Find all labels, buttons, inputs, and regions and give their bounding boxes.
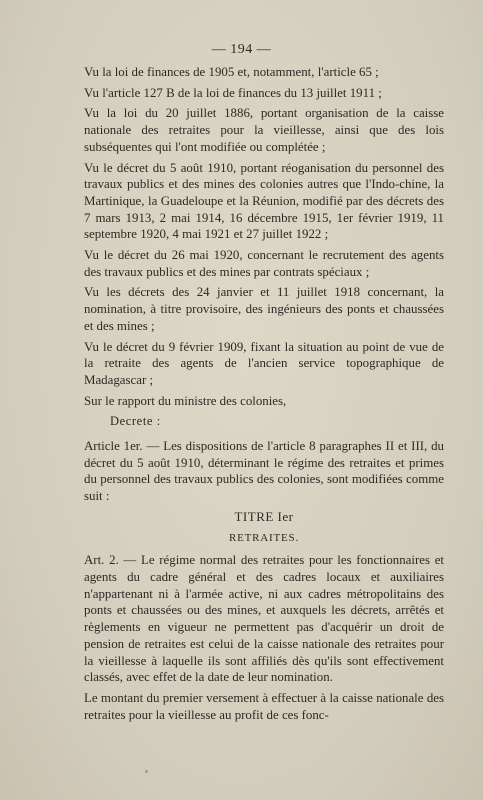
last-paragraph: Le montant du premier versement à effectuer à la caisse nationale des retraites pour la vieillesse au profit de ces fonc- (84, 690, 444, 722)
decrete-heading: Decrete : (110, 414, 161, 429)
page-number: — 194 — (211, 42, 272, 57)
paper-speck (145, 770, 148, 773)
paragraph-1: Vu la loi de finances de 1905 et, notamment, l'article 65 ; (84, 65, 379, 79)
titre-heading: TITRE Ier (234, 508, 294, 524)
body-text (84, 64, 444, 727)
retraites-heading: RETRAITES. (228, 531, 300, 544)
article-2: Art. 2. — Le régime normal des retraites pour les fonctionnaires et agents du cadre général et des cadres locaux et auxiliaires n'appartenant ni à l'armée active, ni aux cadres métropolitains des ponts et chaussées ou des mines, et auxquels les décrets, arrêtés et règlements en vigueur ne permettent pas d'acquérir un droit de pension de retraites est celui de la caisse nationale des retraites pour la vieillesse à laquelle ils sont affiliés dès qu'ils sont effectivement classés, avec effet de la date de leur nomination. (84, 553, 444, 685)
paragraph-8: Sur le rapport du ministre des colonies, (84, 393, 287, 408)
paragraph-7: Vu le décret du 9 février 1909, fixant la situation au point de vue de la retraite des agents de l'ancien service topographique de Madagascar ; (84, 339, 444, 387)
article-1: Article 1er. — Les dispositions de l'article 8 paragraphes II et III, du décret du 5 août 1910, déterminant le régime des retraites et primes du personnel des travaux publics des colonies, sont modifiées comme suit : (84, 439, 444, 504)
paragraph-3: Vu la loi du 20 juillet 1886, portant organisation de la caisse nationale des retraites pour la vieillesse, ainsi que des lois subséquentes qui l'ont modifiée ou complétée ; (84, 106, 444, 154)
paragraph-2: Vu l'article 127 B de la loi de finances du 13 juillet 1911 ; (84, 85, 382, 100)
paragraph-5: Vu le décret du 26 mai 1920, concernant le recrutement des agents des travaux publics et des mines par contrats spéciaux ; (84, 248, 444, 279)
paragraph-4: Vu le décret du 5 août 1910, portant réoganisation du personnel des travaux publics et des mines des colonies autres que l'Indo-chine, la Martinique, la Guadeloupe et la Réunion, modifié par des décrets des 7 mars 1913, 2 mai 1914, 16 décembre 1915, 1er février 1919, 11 septembre 1920, 4 mai 1921 et 27 juillet 1922 ; (84, 160, 444, 242)
paragraph-6: Vu les décrets des 24 janvier et 11 juillet 1918 concernant, la nomination, à titre provisoire, des ingénieurs des ponts et chaussées et des mines ; (84, 285, 444, 333)
